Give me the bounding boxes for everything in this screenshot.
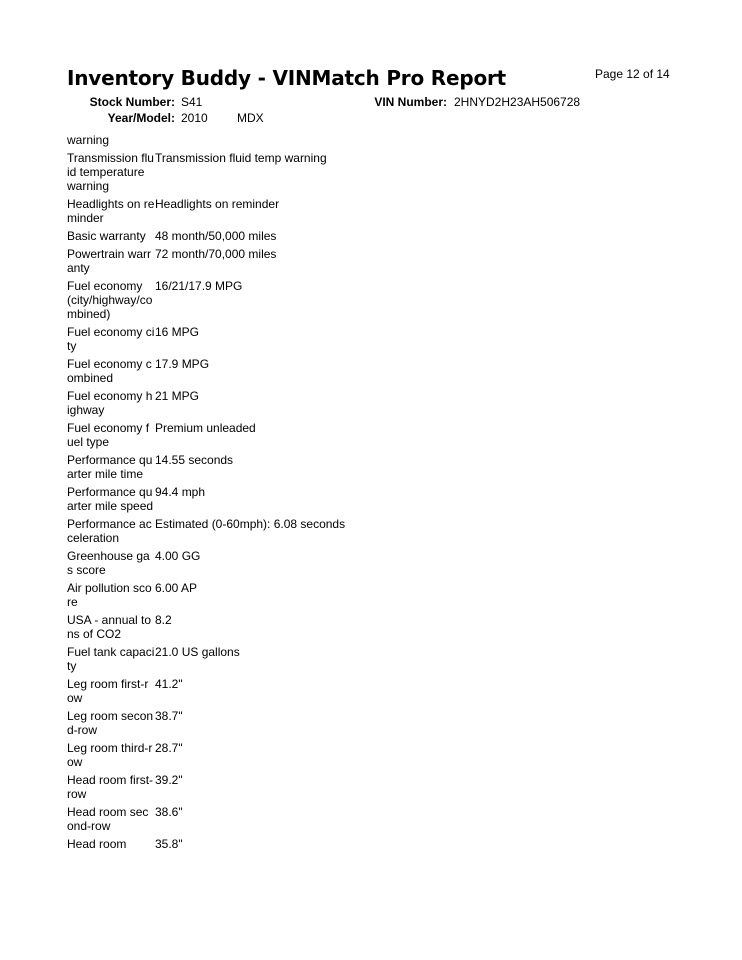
spec-row	[67, 421, 527, 449]
spec-row	[67, 709, 527, 737]
spec-label: Leg room second-row	[67, 709, 154, 737]
spec-value: 21.0 US gallons	[155, 645, 240, 659]
page-number: Page 12 of 14	[595, 67, 670, 81]
spec-value: 38.7"	[155, 709, 183, 723]
spec-label: Basic warranty	[67, 229, 146, 243]
spec-row	[67, 325, 527, 353]
spec-row	[67, 517, 527, 545]
spec-value: Premium unleaded	[155, 421, 256, 435]
spec-row	[67, 229, 527, 243]
spec-row	[67, 389, 527, 417]
spec-value: 48 month/50,000 miles	[155, 229, 277, 243]
report-title: Inventory Buddy - VINMatch Pro Report	[67, 66, 507, 90]
spec-label: Head room first-row	[67, 773, 154, 801]
spec-row	[67, 485, 527, 513]
vin-number-value: 2HNYD2H23AH506728	[454, 95, 581, 109]
spec-label: Fuel economy fuel type	[67, 421, 150, 449]
spec-label: Head room second-row	[67, 805, 149, 833]
spec-row	[67, 837, 527, 851]
spec-value: 16/21/17.9 MPG	[155, 279, 243, 293]
spec-row	[67, 773, 527, 801]
spec-row	[67, 197, 527, 225]
spec-row	[67, 133, 527, 147]
spec-label: Transmission fluid temperature warning	[67, 151, 154, 193]
spec-label: Powertrain warranty	[67, 247, 152, 275]
spec-label: Performance quarter mile time	[67, 453, 153, 481]
model-value: MDX	[237, 111, 264, 125]
spec-label: Fuel economy highway	[67, 389, 153, 417]
spec-label: Headlights on reminder	[67, 197, 155, 225]
spec-value: 14.55 seconds	[155, 453, 234, 467]
spec-value: 6.00 AP	[155, 581, 198, 595]
spec-label: Fuel tank capacity	[67, 645, 155, 673]
spec-row	[67, 279, 527, 321]
spec-row	[67, 247, 527, 275]
spec-value: 4.00 GG	[155, 549, 201, 563]
spec-value: Headlights on reminder	[155, 197, 280, 211]
spec-label: Leg room third-row	[67, 741, 153, 769]
spec-label: Leg room first-row	[67, 677, 149, 705]
spec-row	[67, 741, 527, 769]
spec-label: Performance acceleration	[67, 517, 152, 545]
spec-row	[67, 357, 527, 385]
spec-value: 16 MPG	[155, 325, 200, 339]
year-model-label: Year/Model:	[107, 111, 175, 125]
spec-value: 38.6"	[155, 805, 183, 819]
spec-value: 41.2"	[155, 677, 183, 691]
spec-value: 21 MPG	[155, 389, 200, 403]
vin-number-label: VIN Number:	[374, 95, 447, 109]
spec-row	[67, 677, 527, 705]
spec-row	[67, 453, 527, 481]
spec-value: 35.8"	[155, 837, 183, 851]
spec-value: 17.9 MPG	[155, 357, 210, 371]
spec-list	[67, 133, 527, 855]
spec-value: 28.7"	[155, 741, 183, 755]
spec-row	[67, 549, 527, 577]
spec-row	[67, 805, 527, 833]
spec-label: Greenhouse gas score	[67, 549, 150, 577]
spec-label: warning	[67, 133, 110, 147]
spec-label: Fuel economy city	[67, 325, 155, 353]
spec-label: USA - annual tons of CO2	[67, 613, 152, 641]
year-value: 2010	[181, 111, 208, 125]
spec-label: Head room	[67, 837, 127, 851]
stock-number-value: S41	[181, 95, 203, 109]
spec-value: 72 month/70,000 miles	[155, 247, 277, 261]
spec-row	[67, 581, 527, 609]
spec-label: Fuel economy (city/highway/combined)	[67, 279, 153, 321]
spec-row	[67, 613, 527, 641]
spec-value: 94.4 mph	[155, 485, 206, 499]
stock-number-label: Stock Number:	[89, 95, 175, 109]
spec-value: Transmission fluid temp warning	[155, 151, 327, 165]
spec-value: 39.2"	[155, 773, 183, 787]
spec-value: Estimated (0-60mph): 6.08 seconds	[155, 517, 346, 531]
spec-label: Air pollution score	[67, 581, 152, 609]
spec-label: Performance quarter mile speed	[67, 485, 154, 513]
spec-value: 8.2	[155, 613, 172, 627]
spec-row	[67, 645, 527, 673]
spec-label: Fuel economy combined	[67, 357, 152, 385]
spec-row	[67, 151, 527, 193]
